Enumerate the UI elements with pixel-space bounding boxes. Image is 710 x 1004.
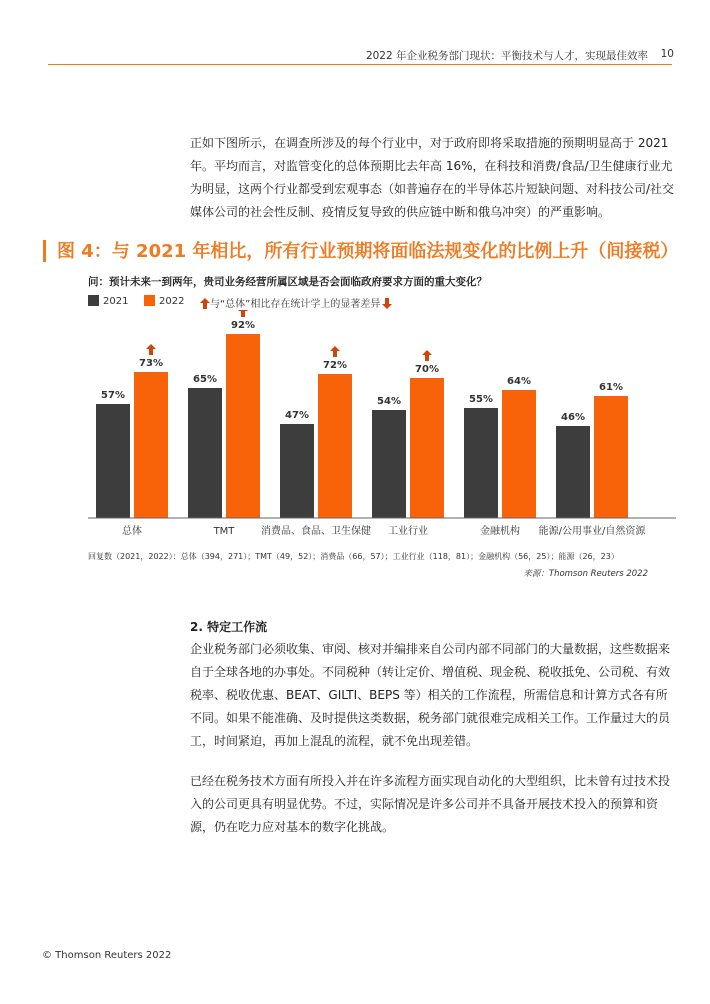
- intro-paragraph: [190, 132, 675, 224]
- category-label: 工业行业: [388, 526, 428, 537]
- bar-2022-1: [226, 334, 260, 518]
- section-paragraph-2: [190, 770, 675, 839]
- arrow-down-icon: [382, 298, 392, 309]
- respondents-note: 回复数（2021，2022）：总体（394，271）；TMT（49，52）；消费品（66，57）；工业行业（118，81）；金融机构（56，25）；能源（26，23）: [88, 552, 619, 561]
- bar-2021-4: [464, 408, 498, 518]
- data-label-2022-4: 64%: [507, 376, 531, 387]
- intro-line: 媒体公司的社会性反制、疫情反复导致的供应链中断和俄乌冲突）的严重影响。: [190, 205, 611, 219]
- footer-copyright: © Thomson Reuters 2022: [42, 950, 172, 961]
- figure-title: 图 4：与 2021 年相比，所有行业预期将面临法规变化的比例上升（间接税）: [57, 241, 679, 262]
- data-label-2021-0: 57%: [101, 390, 125, 401]
- bar-2022-0: [134, 372, 168, 518]
- figure-title-box: [43, 236, 679, 266]
- category-label: 消费品、食品、卫生保健: [261, 526, 371, 537]
- bar-2021-5: [556, 426, 590, 518]
- data-label-2021-1: 65%: [193, 374, 217, 385]
- data-label-2022-3: 70%: [415, 364, 439, 375]
- significance-arrow-up-icon: [422, 350, 432, 361]
- chart-source: 来源：Thomson Reuters 2022: [523, 569, 648, 579]
- legend-item-significance: [200, 295, 392, 310]
- bar-2021-1: [188, 388, 222, 518]
- data-label-2021-3: 54%: [377, 396, 401, 407]
- bar-chart: [88, 310, 678, 545]
- bar-2022-2: [318, 374, 352, 518]
- header-divider: [48, 64, 672, 65]
- bar-2021-2: [280, 424, 314, 518]
- arrow-up-icon: [200, 298, 210, 309]
- paragraph-line: 企业税务部门必须收集、审阅、核对并编排来自公司内部不同部门的大量数据，这些数据来: [190, 642, 671, 656]
- intro-line: 正如下图所示，在调查所涉及的每个行业中，对于政府即将采取措施的预期明显高于 2021: [190, 136, 669, 150]
- chart-bars: [96, 310, 628, 518]
- survey-question: 问：预计未来一到两年，贵司业务经营所属区域是否会面临政府要求方面的重大变化？: [88, 276, 487, 288]
- page-header: [0, 0, 710, 66]
- paragraph-line: 源，仍在吃力应对基本的数字化挑战。: [190, 820, 395, 834]
- data-label-2021-2: 47%: [285, 410, 309, 421]
- data-label-2022-1: 92%: [231, 320, 255, 331]
- chart-category-labels: [122, 524, 646, 537]
- data-label-2022-5: 61%: [599, 382, 623, 393]
- legend-swatch-2022: [144, 295, 155, 306]
- data-label-2021-4: 55%: [469, 394, 493, 405]
- legend-item-2022: [144, 295, 184, 307]
- paragraph-line: 自于全球各地的办事处。不同税种（转让定价、增值税、现金税、税收抵免、公司税、有效: [190, 665, 671, 679]
- significance-arrow-up-icon: [238, 310, 248, 317]
- data-label-2022-2: 72%: [323, 360, 347, 371]
- intro-line: 年。平均而言，对监管变化的总体预期比去年高 16%，在科技和消费/食品/卫生健康行业尤: [190, 159, 673, 173]
- bar-2021-3: [372, 410, 406, 518]
- category-label: 能源/公用事业/自然资源: [538, 526, 646, 537]
- significance-arrow-up-icon: [330, 346, 340, 357]
- intro-line: 为明显，这两个行业都受到宏观事态（如普遍存在的半导体芯片短缺问题、对科技公司/社交: [190, 182, 675, 196]
- figure-title-accent: [43, 240, 46, 262]
- legend-item-2021: [88, 295, 128, 307]
- bar-2022-3: [410, 378, 444, 518]
- category-label: 总体: [122, 526, 142, 537]
- bar-2022-4: [502, 390, 536, 518]
- section-title: 2. 特定工作流: [190, 620, 268, 634]
- data-label-2022-0: 73%: [139, 358, 163, 369]
- paragraph-line: 工，时间紧迫，再加上混乱的流程，就不免出现差错。: [190, 734, 479, 748]
- header-title: 2022 年企业税务部门现状：平衡技术与人才，实现最佳效率: [365, 50, 648, 62]
- significance-arrow-up-icon: [146, 344, 156, 355]
- bar-2021-0: [96, 404, 130, 518]
- data-label-2021-5: 46%: [561, 412, 585, 423]
- category-label: 金融机构: [480, 526, 520, 537]
- category-label: TMT: [213, 526, 235, 537]
- paragraph-line: 税率、税收优惠、BEAT、GILTI、BEPS 等）相关的工作流程，所需信息和计算方式各有所: [190, 688, 668, 702]
- section-paragraph-1: [190, 638, 675, 753]
- legend-label-significance: 与“总体”相比存在统计学上的显著差异: [210, 299, 381, 310]
- legend-label-2021: 2021: [103, 296, 129, 307]
- legend-label-2022: 2022: [159, 296, 185, 307]
- paragraph-line: 不同。如果不能准确、及时提供这类数据，税务部门就很难完成相关工作。工作量过大的员: [190, 711, 671, 725]
- bar-2022-5: [594, 396, 628, 518]
- paragraph-line: 入的公司更具有明显优势。不过，实际情况是许多公司并不具备开展技术投入的预算和资: [190, 797, 659, 811]
- legend-swatch-2021: [88, 295, 99, 306]
- page-number: 10: [660, 48, 674, 60]
- paragraph-line: 已经在税务技术方面有所投入并在许多流程方面实现自动化的大型组织，比未曾有过技术投: [190, 774, 671, 788]
